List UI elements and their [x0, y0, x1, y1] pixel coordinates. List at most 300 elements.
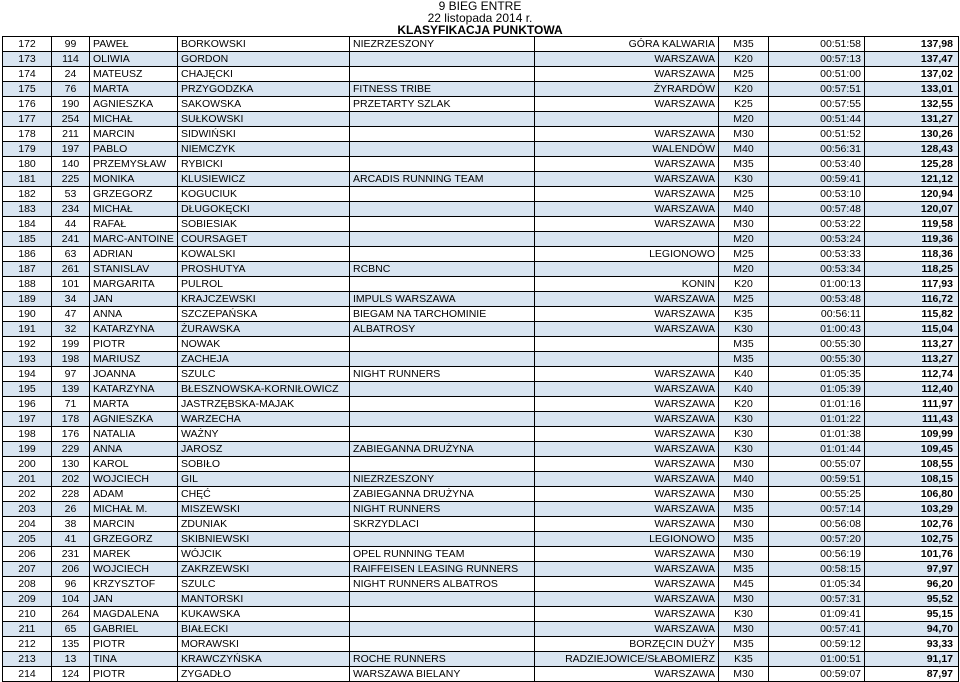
- time-cell: 01:00:43: [769, 322, 865, 337]
- club-cell: [350, 637, 535, 652]
- last-name-cell: ZAKRZEWSKI: [178, 562, 350, 577]
- points-cell: 96,20: [865, 577, 959, 592]
- table-row: [3, 322, 959, 337]
- last-name-cell: PROSHUTYA: [178, 262, 350, 277]
- bib-cell: 104: [52, 592, 90, 607]
- place-cell: 176: [3, 97, 52, 112]
- city-cell: WARSZAWA: [535, 667, 719, 682]
- time-cell: 00:57:55: [769, 97, 865, 112]
- place-cell: 177: [3, 112, 52, 127]
- category-cell: M35: [719, 532, 769, 547]
- club-cell: NIGHT RUNNERS: [350, 502, 535, 517]
- table-row: [3, 427, 959, 442]
- category-cell: K30: [719, 427, 769, 442]
- last-name-cell: BŁESZNOWSKA-KORNIŁOWICZ: [178, 382, 350, 397]
- table-row: [3, 172, 959, 187]
- last-name-cell: SZULC: [178, 367, 350, 382]
- club-cell: BIEGAM NA TARCHOMINIE: [350, 307, 535, 322]
- points-cell: 112,74: [865, 367, 959, 382]
- first-name-cell: JOANNA: [90, 367, 178, 382]
- last-name-cell: KRAWCZYŃSKA: [178, 652, 350, 667]
- last-name-cell: COURSAGET: [178, 232, 350, 247]
- city-cell: WARSZAWA: [535, 67, 719, 82]
- club-cell: [350, 187, 535, 202]
- club-cell: ZABIEGANNA DRUŻYNA: [350, 442, 535, 457]
- points-cell: 97,97: [865, 562, 959, 577]
- city-cell: WARSZAWA: [535, 52, 719, 67]
- club-cell: OPEL RUNNING TEAM: [350, 547, 535, 562]
- category-cell: K30: [719, 322, 769, 337]
- first-name-cell: GRZEGORZ: [90, 187, 178, 202]
- first-name-cell: MARCIN: [90, 517, 178, 532]
- time-cell: 00:51:58: [769, 37, 865, 52]
- place-cell: 212: [3, 637, 52, 652]
- bib-cell: 135: [52, 637, 90, 652]
- place-cell: 198: [3, 427, 52, 442]
- first-name-cell: MAGDALENA: [90, 607, 178, 622]
- points-cell: 118,25: [865, 262, 959, 277]
- first-name-cell: AGNIESZKA: [90, 412, 178, 427]
- category-cell: M30: [719, 457, 769, 472]
- table-row: [3, 307, 959, 322]
- time-cell: 00:57:20: [769, 532, 865, 547]
- table-row: [3, 262, 959, 277]
- bib-cell: 190: [52, 97, 90, 112]
- club-cell: [350, 157, 535, 172]
- city-cell: WARSZAWA: [535, 412, 719, 427]
- table-row: [3, 142, 959, 157]
- time-cell: 01:05:39: [769, 382, 865, 397]
- club-cell: [350, 112, 535, 127]
- place-cell: 173: [3, 52, 52, 67]
- bib-cell: 13: [52, 652, 90, 667]
- bib-cell: 198: [52, 352, 90, 367]
- bib-cell: 24: [52, 67, 90, 82]
- first-name-cell: PABLO: [90, 142, 178, 157]
- time-cell: 00:53:40: [769, 157, 865, 172]
- points-cell: 111,97: [865, 397, 959, 412]
- time-cell: 00:59:07: [769, 667, 865, 682]
- city-cell: WARSZAWA: [535, 97, 719, 112]
- category-cell: K20: [719, 397, 769, 412]
- club-cell: SKRZYDLACI: [350, 517, 535, 532]
- points-cell: 113,27: [865, 352, 959, 367]
- city-cell: [535, 232, 719, 247]
- category-cell: K20: [719, 52, 769, 67]
- last-name-cell: SOBIŁO: [178, 457, 350, 472]
- city-cell: WARSZAWA: [535, 622, 719, 637]
- city-cell: WARSZAWA: [535, 502, 719, 517]
- points-cell: 87,97: [865, 667, 959, 682]
- club-cell: RCBNC: [350, 262, 535, 277]
- bib-cell: 234: [52, 202, 90, 217]
- city-cell: ŻYRARDÓW: [535, 82, 719, 97]
- first-name-cell: PIOTR: [90, 337, 178, 352]
- points-cell: 120,07: [865, 202, 959, 217]
- place-cell: 189: [3, 292, 52, 307]
- first-name-cell: MICHAŁ: [90, 202, 178, 217]
- first-name-cell: MICHAŁ M.: [90, 502, 178, 517]
- club-cell: [350, 277, 535, 292]
- table-row: [3, 502, 959, 517]
- first-name-cell: MATEUSZ: [90, 67, 178, 82]
- club-cell: NIEZRZESZONY: [350, 472, 535, 487]
- points-cell: 112,40: [865, 382, 959, 397]
- last-name-cell: WÓJCIK: [178, 547, 350, 562]
- bib-cell: 206: [52, 562, 90, 577]
- place-cell: 197: [3, 412, 52, 427]
- place-cell: 213: [3, 652, 52, 667]
- club-cell: [350, 127, 535, 142]
- points-cell: 102,75: [865, 532, 959, 547]
- last-name-cell: ŻURAWSKA: [178, 322, 350, 337]
- place-cell: 208: [3, 577, 52, 592]
- points-cell: 94,70: [865, 622, 959, 637]
- bib-cell: 63: [52, 247, 90, 262]
- points-cell: 116,72: [865, 292, 959, 307]
- city-cell: WARSZAWA: [535, 457, 719, 472]
- place-cell: 182: [3, 187, 52, 202]
- bib-cell: 53: [52, 187, 90, 202]
- place-cell: 172: [3, 37, 52, 52]
- time-cell: 00:55:07: [769, 457, 865, 472]
- city-cell: WARSZAWA: [535, 592, 719, 607]
- bib-cell: 34: [52, 292, 90, 307]
- first-name-cell: WOJCIECH: [90, 472, 178, 487]
- time-cell: 00:59:41: [769, 172, 865, 187]
- place-cell: 179: [3, 142, 52, 157]
- table-row: [3, 637, 959, 652]
- points-cell: 117,93: [865, 277, 959, 292]
- city-cell: WARSZAWA: [535, 172, 719, 187]
- city-cell: WARSZAWA: [535, 442, 719, 457]
- category-cell: K30: [719, 442, 769, 457]
- time-cell: 00:56:08: [769, 517, 865, 532]
- time-cell: 00:51:52: [769, 127, 865, 142]
- place-cell: 193: [3, 352, 52, 367]
- points-cell: 95,15: [865, 607, 959, 622]
- bib-cell: 178: [52, 412, 90, 427]
- category-cell: M20: [719, 112, 769, 127]
- time-cell: 01:00:13: [769, 277, 865, 292]
- place-cell: 185: [3, 232, 52, 247]
- last-name-cell: CHĘĆ: [178, 487, 350, 502]
- place-cell: 205: [3, 532, 52, 547]
- time-cell: 00:57:48: [769, 202, 865, 217]
- club-cell: ZABIEGANNA DRUŻYNA: [350, 487, 535, 502]
- first-name-cell: GABRIEL: [90, 622, 178, 637]
- points-cell: 95,52: [865, 592, 959, 607]
- category-cell: M35: [719, 562, 769, 577]
- time-cell: 00:55:25: [769, 487, 865, 502]
- time-cell: 00:53:10: [769, 187, 865, 202]
- category-cell: M40: [719, 202, 769, 217]
- table-row: [3, 367, 959, 382]
- time-cell: 01:05:34: [769, 577, 865, 592]
- results-table: [2, 36, 959, 682]
- category-cell: M30: [719, 592, 769, 607]
- place-cell: 174: [3, 67, 52, 82]
- club-cell: RAIFFEISEN LEASING RUNNERS: [350, 562, 535, 577]
- first-name-cell: MONIKA: [90, 172, 178, 187]
- place-cell: 188: [3, 277, 52, 292]
- club-cell: WARSZAWA BIELANY: [350, 667, 535, 682]
- place-cell: 202: [3, 487, 52, 502]
- city-cell: WALENDÓW: [535, 142, 719, 157]
- club-cell: FITNESS TRIBE: [350, 82, 535, 97]
- category-cell: M35: [719, 352, 769, 367]
- first-name-cell: PIOTR: [90, 667, 178, 682]
- bib-cell: 140: [52, 157, 90, 172]
- table-row: [3, 67, 959, 82]
- table-row: [3, 232, 959, 247]
- bib-cell: 76: [52, 82, 90, 97]
- bib-cell: 228: [52, 487, 90, 502]
- time-cell: 00:53:24: [769, 232, 865, 247]
- place-cell: 199: [3, 442, 52, 457]
- place-cell: 194: [3, 367, 52, 382]
- table-row: [3, 397, 959, 412]
- points-cell: 128,43: [865, 142, 959, 157]
- place-cell: 186: [3, 247, 52, 262]
- points-cell: 125,28: [865, 157, 959, 172]
- bib-cell: 114: [52, 52, 90, 67]
- last-name-cell: SAKOWSKA: [178, 97, 350, 112]
- first-name-cell: MAREK: [90, 547, 178, 562]
- city-cell: RADZIEJOWICE/SŁABOMIERZ: [535, 652, 719, 667]
- category-cell: M30: [719, 622, 769, 637]
- last-name-cell: MISZEWSKI: [178, 502, 350, 517]
- points-cell: 111,43: [865, 412, 959, 427]
- place-cell: 201: [3, 472, 52, 487]
- club-cell: [350, 352, 535, 367]
- bib-cell: 97: [52, 367, 90, 382]
- time-cell: 00:55:30: [769, 352, 865, 367]
- points-cell: 119,58: [865, 217, 959, 232]
- last-name-cell: ZACHEJA: [178, 352, 350, 367]
- table-row: [3, 442, 959, 457]
- points-cell: 109,99: [865, 427, 959, 442]
- place-cell: 175: [3, 82, 52, 97]
- last-name-cell: WAŻNY: [178, 427, 350, 442]
- category-cell: M30: [719, 217, 769, 232]
- category-cell: K20: [719, 277, 769, 292]
- table-row: [3, 247, 959, 262]
- points-cell: 132,55: [865, 97, 959, 112]
- city-cell: KONIN: [535, 277, 719, 292]
- category-cell: M40: [719, 142, 769, 157]
- place-cell: 204: [3, 517, 52, 532]
- city-cell: [535, 352, 719, 367]
- category-cell: M35: [719, 502, 769, 517]
- time-cell: 00:57:13: [769, 52, 865, 67]
- last-name-cell: SZULC: [178, 577, 350, 592]
- city-cell: LEGIONOWO: [535, 247, 719, 262]
- city-cell: WARSZAWA: [535, 187, 719, 202]
- points-cell: 106,80: [865, 487, 959, 502]
- points-cell: 109,45: [865, 442, 959, 457]
- city-cell: BORZĘCIN DUŻY: [535, 637, 719, 652]
- category-cell: K30: [719, 172, 769, 187]
- category-cell: M45: [719, 577, 769, 592]
- points-cell: 91,17: [865, 652, 959, 667]
- time-cell: 01:01:44: [769, 442, 865, 457]
- time-cell: 01:01:38: [769, 427, 865, 442]
- city-cell: WARSZAWA: [535, 517, 719, 532]
- club-cell: [350, 427, 535, 442]
- table-row: [3, 652, 959, 667]
- bib-cell: 197: [52, 142, 90, 157]
- city-cell: WARSZAWA: [535, 397, 719, 412]
- club-cell: [350, 397, 535, 412]
- club-cell: NIGHT RUNNERS: [350, 367, 535, 382]
- city-cell: WARSZAWA: [535, 127, 719, 142]
- last-name-cell: MORAWSKI: [178, 637, 350, 652]
- bib-cell: 32: [52, 322, 90, 337]
- time-cell: 00:57:51: [769, 82, 865, 97]
- table-row: [3, 517, 959, 532]
- table-row: [3, 292, 959, 307]
- first-name-cell: ADAM: [90, 487, 178, 502]
- points-cell: 120,94: [865, 187, 959, 202]
- club-cell: [350, 532, 535, 547]
- category-cell: K40: [719, 367, 769, 382]
- table-row: [3, 532, 959, 547]
- table-row: [3, 562, 959, 577]
- bib-cell: 65: [52, 622, 90, 637]
- category-cell: M30: [719, 667, 769, 682]
- city-cell: WARSZAWA: [535, 367, 719, 382]
- table-row: [3, 547, 959, 562]
- club-cell: [350, 337, 535, 352]
- last-name-cell: JASTRZĘBSKA-MAJAK: [178, 397, 350, 412]
- category-cell: M25: [719, 187, 769, 202]
- bib-cell: 130: [52, 457, 90, 472]
- classification-title: KLASYFIKACJA PUNKTOWA: [397, 23, 563, 37]
- last-name-cell: SOBIESIAK: [178, 217, 350, 232]
- city-cell: LEGIONOWO: [535, 532, 719, 547]
- place-cell: 184: [3, 217, 52, 232]
- first-name-cell: OLIWIA: [90, 52, 178, 67]
- category-cell: K25: [719, 97, 769, 112]
- last-name-cell: GIL: [178, 472, 350, 487]
- club-cell: IMPULS WARSZAWA: [350, 292, 535, 307]
- first-name-cell: MARTA: [90, 82, 178, 97]
- club-cell: [350, 52, 535, 67]
- first-name-cell: ANNA: [90, 442, 178, 457]
- table-row: [3, 97, 959, 112]
- place-cell: 210: [3, 607, 52, 622]
- table-row: [3, 592, 959, 607]
- table-row: [3, 622, 959, 637]
- last-name-cell: RYBICKI: [178, 157, 350, 172]
- city-cell: [535, 112, 719, 127]
- first-name-cell: TINA: [90, 652, 178, 667]
- place-cell: 187: [3, 262, 52, 277]
- bib-cell: 231: [52, 547, 90, 562]
- city-cell: [535, 262, 719, 277]
- time-cell: 00:56:31: [769, 142, 865, 157]
- bib-cell: 241: [52, 232, 90, 247]
- city-cell: WARSZAWA: [535, 382, 719, 397]
- time-cell: 00:51:44: [769, 112, 865, 127]
- points-cell: 113,27: [865, 337, 959, 352]
- bib-cell: 26: [52, 502, 90, 517]
- bib-cell: 225: [52, 172, 90, 187]
- last-name-cell: CHAJĘCKI: [178, 67, 350, 82]
- table-row: [3, 127, 959, 142]
- city-cell: WARSZAWA: [535, 307, 719, 322]
- time-cell: 00:55:30: [769, 337, 865, 352]
- category-cell: M30: [719, 487, 769, 502]
- category-cell: K35: [719, 652, 769, 667]
- first-name-cell: KRZYSZTOF: [90, 577, 178, 592]
- first-name-cell: MICHAŁ: [90, 112, 178, 127]
- table-row: [3, 352, 959, 367]
- place-cell: 206: [3, 547, 52, 562]
- first-name-cell: GRZEGORZ: [90, 532, 178, 547]
- place-cell: 180: [3, 157, 52, 172]
- club-cell: [350, 607, 535, 622]
- category-cell: K20: [719, 82, 769, 97]
- city-cell: [535, 337, 719, 352]
- table-row: [3, 52, 959, 67]
- last-name-cell: ZDUNIAK: [178, 517, 350, 532]
- time-cell: 00:53:33: [769, 247, 865, 262]
- bib-cell: 41: [52, 532, 90, 547]
- table-row: [3, 157, 959, 172]
- first-name-cell: WOJCIECH: [90, 562, 178, 577]
- first-name-cell: KATARZYNA: [90, 382, 178, 397]
- last-name-cell: KLUSIEWICZ: [178, 172, 350, 187]
- table-row: [3, 112, 959, 127]
- bib-cell: 199: [52, 337, 90, 352]
- first-name-cell: AGNIESZKA: [90, 97, 178, 112]
- time-cell: 00:53:22: [769, 217, 865, 232]
- first-name-cell: MARGARITA: [90, 277, 178, 292]
- points-cell: 108,15: [865, 472, 959, 487]
- last-name-cell: JAROSZ: [178, 442, 350, 457]
- time-cell: 00:57:41: [769, 622, 865, 637]
- points-cell: 103,29: [865, 502, 959, 517]
- table-row: [3, 187, 959, 202]
- club-cell: [350, 592, 535, 607]
- place-cell: 207: [3, 562, 52, 577]
- table-row: [3, 457, 959, 472]
- first-name-cell: MARC-ANTOINE: [90, 232, 178, 247]
- time-cell: 01:01:22: [769, 412, 865, 427]
- points-cell: 133,01: [865, 82, 959, 97]
- points-cell: 101,76: [865, 547, 959, 562]
- points-cell: 137,47: [865, 52, 959, 67]
- club-cell: PRZETARTY SZLAK: [350, 97, 535, 112]
- time-cell: 01:09:41: [769, 607, 865, 622]
- city-cell: WARSZAWA: [535, 427, 719, 442]
- bib-cell: 101: [52, 277, 90, 292]
- points-cell: 115,82: [865, 307, 959, 322]
- last-name-cell: BORKOWSKI: [178, 37, 350, 52]
- category-cell: M25: [719, 292, 769, 307]
- last-name-cell: KOGUCIUK: [178, 187, 350, 202]
- category-cell: K30: [719, 412, 769, 427]
- club-cell: [350, 67, 535, 82]
- last-name-cell: PULROL: [178, 277, 350, 292]
- place-cell: 196: [3, 397, 52, 412]
- category-cell: M30: [719, 547, 769, 562]
- category-cell: M30: [719, 127, 769, 142]
- place-cell: 183: [3, 202, 52, 217]
- last-name-cell: SIDWIŃSKI: [178, 127, 350, 142]
